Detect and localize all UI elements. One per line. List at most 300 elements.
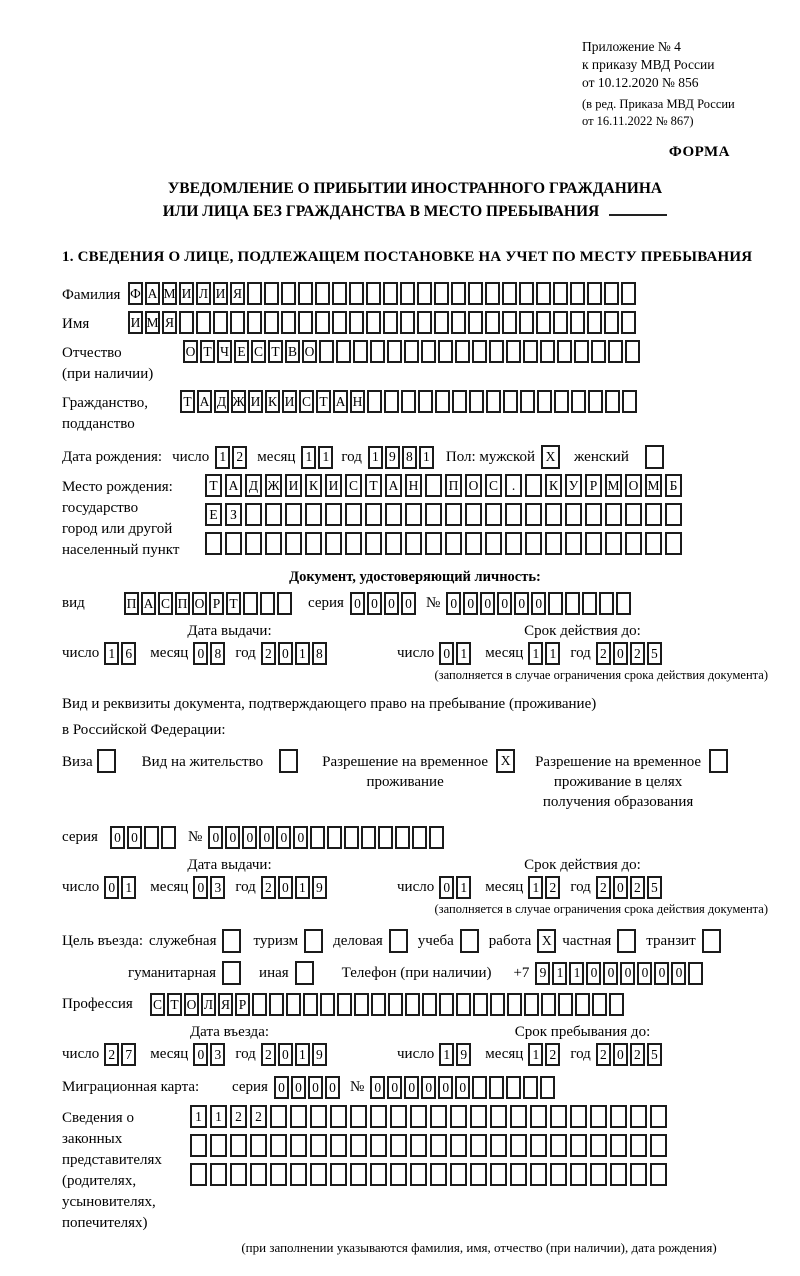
char-box[interactable] xyxy=(553,282,568,305)
char-box[interactable]: М xyxy=(145,311,160,334)
char-box[interactable] xyxy=(365,532,382,555)
char-box[interactable] xyxy=(336,340,351,363)
char-box[interactable] xyxy=(344,826,359,849)
char-box[interactable] xyxy=(330,1105,347,1128)
char-box[interactable] xyxy=(400,282,415,305)
char-box[interactable] xyxy=(489,1076,504,1099)
char-box[interactable] xyxy=(590,1134,607,1157)
char-box[interactable] xyxy=(303,993,318,1016)
title-blank-line[interactable] xyxy=(609,202,667,216)
char-box[interactable]: К xyxy=(545,474,562,497)
char-box[interactable]: 0 xyxy=(620,962,635,985)
char-box[interactable] xyxy=(270,1105,287,1128)
char-box[interactable]: Т xyxy=(167,993,182,1016)
char-box[interactable] xyxy=(388,993,403,1016)
char-box[interactable]: 0 xyxy=(242,826,257,849)
char-box[interactable]: 0 xyxy=(439,876,454,899)
char-box[interactable] xyxy=(506,340,521,363)
char-box[interactable] xyxy=(345,532,362,555)
char-box[interactable] xyxy=(470,1163,487,1186)
char-box[interactable] xyxy=(265,532,282,555)
char-box[interactable] xyxy=(545,503,562,526)
char-box[interactable] xyxy=(525,474,542,497)
char-box[interactable] xyxy=(445,532,462,555)
char-box[interactable] xyxy=(210,1134,227,1157)
char-box[interactable]: 1 xyxy=(528,1043,543,1066)
char-box[interactable] xyxy=(190,1134,207,1157)
char-box[interactable] xyxy=(472,340,487,363)
char-box[interactable] xyxy=(385,503,402,526)
char-box[interactable] xyxy=(332,311,347,334)
char-box[interactable] xyxy=(430,1163,447,1186)
char-box[interactable] xyxy=(390,1163,407,1186)
char-box[interactable]: А xyxy=(145,282,160,305)
char-box[interactable]: 1 xyxy=(295,642,310,665)
char-box[interactable] xyxy=(412,826,427,849)
purpose-opt6-checkbox[interactable] xyxy=(617,929,636,953)
char-box[interactable]: 0 xyxy=(387,1076,402,1099)
char-box[interactable] xyxy=(325,503,342,526)
char-box[interactable]: Д xyxy=(214,390,229,413)
char-box[interactable]: 0 xyxy=(603,962,618,985)
char-box[interactable]: 1 xyxy=(528,876,543,899)
char-box[interactable] xyxy=(370,340,385,363)
char-box[interactable] xyxy=(530,1163,547,1186)
char-box[interactable]: 0 xyxy=(276,826,291,849)
char-box[interactable] xyxy=(285,503,302,526)
char-box[interactable] xyxy=(590,1105,607,1128)
char-box[interactable]: А xyxy=(333,390,348,413)
char-box[interactable]: А xyxy=(197,390,212,413)
char-box[interactable]: Н xyxy=(350,390,365,413)
char-box[interactable] xyxy=(305,532,322,555)
char-box[interactable]: 5 xyxy=(647,642,662,665)
char-box[interactable] xyxy=(553,311,568,334)
char-box[interactable]: И xyxy=(285,474,302,497)
char-box[interactable] xyxy=(349,282,364,305)
char-box[interactable]: 2 xyxy=(596,642,611,665)
char-box[interactable]: 8 xyxy=(210,642,225,665)
char-box[interactable] xyxy=(385,532,402,555)
char-box[interactable] xyxy=(558,993,573,1016)
char-box[interactable] xyxy=(506,1076,521,1099)
char-box[interactable] xyxy=(285,532,302,555)
char-box[interactable]: П xyxy=(445,474,462,497)
char-box[interactable]: 1 xyxy=(545,642,560,665)
char-box[interactable] xyxy=(525,503,542,526)
char-box[interactable]: 1 xyxy=(295,1043,310,1066)
char-box[interactable]: Я xyxy=(218,993,233,1016)
char-box[interactable] xyxy=(410,1105,427,1128)
char-box[interactable] xyxy=(367,390,382,413)
char-box[interactable] xyxy=(270,1134,287,1157)
char-box[interactable]: 0 xyxy=(278,642,293,665)
char-box[interactable] xyxy=(144,826,159,849)
char-box[interactable] xyxy=(587,282,602,305)
char-box[interactable]: 2 xyxy=(545,876,560,899)
char-box[interactable]: 8 xyxy=(402,446,417,469)
char-box[interactable] xyxy=(450,1134,467,1157)
char-box[interactable]: 1 xyxy=(295,876,310,899)
char-box[interactable] xyxy=(503,390,518,413)
char-box[interactable]: 0 xyxy=(308,1076,323,1099)
sex-male-checkbox[interactable]: X xyxy=(541,445,560,469)
char-box[interactable] xyxy=(247,282,262,305)
sex-female-checkbox[interactable] xyxy=(645,445,664,469)
char-box[interactable] xyxy=(361,826,376,849)
char-box[interactable] xyxy=(650,1105,667,1128)
char-box[interactable] xyxy=(557,340,572,363)
char-box[interactable] xyxy=(350,1163,367,1186)
char-box[interactable] xyxy=(490,1134,507,1157)
char-box[interactable] xyxy=(425,503,442,526)
char-box[interactable]: 2 xyxy=(630,1043,645,1066)
char-box[interactable] xyxy=(536,282,551,305)
char-box[interactable]: М xyxy=(162,282,177,305)
char-box[interactable] xyxy=(540,1076,555,1099)
char-box[interactable] xyxy=(630,1105,647,1128)
purpose-opt1-checkbox[interactable] xyxy=(222,929,241,953)
char-box[interactable]: С xyxy=(251,340,266,363)
char-box[interactable] xyxy=(418,390,433,413)
char-box[interactable]: 5 xyxy=(647,1043,662,1066)
char-box[interactable] xyxy=(370,1134,387,1157)
char-box[interactable]: 0 xyxy=(127,826,142,849)
char-box[interactable]: Т xyxy=(316,390,331,413)
char-box[interactable]: А xyxy=(225,474,242,497)
char-box[interactable]: 0 xyxy=(654,962,669,985)
char-box[interactable] xyxy=(472,1076,487,1099)
char-box[interactable] xyxy=(450,1105,467,1128)
char-box[interactable]: Н xyxy=(405,474,422,497)
char-box[interactable] xyxy=(468,311,483,334)
char-box[interactable]: Я xyxy=(162,311,177,334)
char-box[interactable]: 1 xyxy=(368,446,383,469)
char-box[interactable]: 2 xyxy=(230,1105,247,1128)
char-box[interactable] xyxy=(545,532,562,555)
char-box[interactable] xyxy=(264,282,279,305)
char-box[interactable] xyxy=(332,282,347,305)
char-box[interactable]: К xyxy=(305,474,322,497)
char-box[interactable]: 0 xyxy=(613,876,628,899)
char-box[interactable] xyxy=(290,1163,307,1186)
char-box[interactable]: 2 xyxy=(596,876,611,899)
char-box[interactable] xyxy=(305,503,322,526)
char-box[interactable] xyxy=(610,1163,627,1186)
char-box[interactable]: С xyxy=(150,993,165,1016)
char-box[interactable] xyxy=(610,1105,627,1128)
char-box[interactable]: Ж xyxy=(265,474,282,497)
char-box[interactable]: 2 xyxy=(232,446,247,469)
char-box[interactable]: 2 xyxy=(261,876,276,899)
char-box[interactable] xyxy=(230,1134,247,1157)
visa-checkbox[interactable] xyxy=(97,749,116,773)
char-box[interactable] xyxy=(465,532,482,555)
char-box[interactable] xyxy=(541,993,556,1016)
char-box[interactable] xyxy=(469,390,484,413)
char-box[interactable] xyxy=(625,532,642,555)
char-box[interactable] xyxy=(610,1134,627,1157)
char-box[interactable] xyxy=(450,1163,467,1186)
char-box[interactable] xyxy=(260,592,275,615)
char-box[interactable]: 0 xyxy=(208,826,223,849)
char-box[interactable]: О xyxy=(184,993,199,1016)
char-box[interactable] xyxy=(486,390,501,413)
char-box[interactable]: Т xyxy=(200,340,215,363)
char-box[interactable] xyxy=(630,1163,647,1186)
char-box[interactable] xyxy=(590,1163,607,1186)
char-box[interactable]: О xyxy=(465,474,482,497)
char-box[interactable]: 0 xyxy=(350,592,365,615)
char-box[interactable] xyxy=(371,993,386,1016)
char-box[interactable]: 0 xyxy=(278,1043,293,1066)
char-box[interactable] xyxy=(599,592,614,615)
char-box[interactable] xyxy=(425,532,442,555)
char-box[interactable] xyxy=(565,532,582,555)
char-box[interactable]: Р xyxy=(235,993,250,1016)
char-box[interactable]: Т xyxy=(226,592,241,615)
char-box[interactable] xyxy=(490,993,505,1016)
char-box[interactable]: 9 xyxy=(312,1043,327,1066)
char-box[interactable]: 2 xyxy=(596,1043,611,1066)
char-box[interactable]: Б xyxy=(665,474,682,497)
char-box[interactable]: 3 xyxy=(210,1043,225,1066)
char-box[interactable]: И xyxy=(213,282,228,305)
char-box[interactable]: 0 xyxy=(404,1076,419,1099)
char-box[interactable]: И xyxy=(248,390,263,413)
char-box[interactable]: 9 xyxy=(312,876,327,899)
char-box[interactable]: 0 xyxy=(446,592,461,615)
char-box[interactable]: 0 xyxy=(278,876,293,899)
char-box[interactable] xyxy=(490,1105,507,1128)
char-box[interactable] xyxy=(298,311,313,334)
char-box[interactable] xyxy=(537,390,552,413)
char-box[interactable] xyxy=(470,1105,487,1128)
char-box[interactable]: . xyxy=(505,474,522,497)
char-box[interactable]: А xyxy=(385,474,402,497)
char-box[interactable] xyxy=(592,993,607,1016)
char-box[interactable] xyxy=(625,503,642,526)
char-box[interactable] xyxy=(325,532,342,555)
purpose-opt7-checkbox[interactable] xyxy=(702,929,721,953)
char-box[interactable] xyxy=(264,311,279,334)
char-box[interactable] xyxy=(196,311,211,334)
char-box[interactable] xyxy=(434,282,449,305)
char-box[interactable] xyxy=(281,282,296,305)
char-box[interactable] xyxy=(588,390,603,413)
char-box[interactable] xyxy=(225,532,242,555)
char-box[interactable]: 0 xyxy=(531,592,546,615)
char-box[interactable]: И xyxy=(179,282,194,305)
char-box[interactable] xyxy=(405,503,422,526)
char-box[interactable] xyxy=(645,503,662,526)
char-box[interactable]: 2 xyxy=(261,642,276,665)
char-box[interactable] xyxy=(245,503,262,526)
char-box[interactable]: 0 xyxy=(291,1076,306,1099)
char-box[interactable] xyxy=(465,503,482,526)
char-box[interactable] xyxy=(524,993,539,1016)
char-box[interactable] xyxy=(310,1134,327,1157)
char-box[interactable]: Е xyxy=(205,503,222,526)
char-box[interactable] xyxy=(353,340,368,363)
char-box[interactable]: 1 xyxy=(121,876,136,899)
char-box[interactable]: 1 xyxy=(215,446,230,469)
char-box[interactable]: Т xyxy=(268,340,283,363)
char-box[interactable] xyxy=(530,1105,547,1128)
char-box[interactable]: 2 xyxy=(630,642,645,665)
char-box[interactable]: 0 xyxy=(193,1043,208,1066)
char-box[interactable]: Ч xyxy=(217,340,232,363)
char-box[interactable] xyxy=(250,1163,267,1186)
char-box[interactable] xyxy=(485,503,502,526)
char-box[interactable]: Т xyxy=(205,474,222,497)
char-box[interactable]: 0 xyxy=(637,962,652,985)
char-box[interactable]: 0 xyxy=(514,592,529,615)
char-box[interactable] xyxy=(604,282,619,305)
char-box[interactable] xyxy=(434,311,449,334)
char-box[interactable] xyxy=(550,1105,567,1128)
char-box[interactable] xyxy=(404,340,419,363)
char-box[interactable]: Р xyxy=(585,474,602,497)
char-box[interactable] xyxy=(320,993,335,1016)
char-box[interactable]: 0 xyxy=(613,642,628,665)
char-box[interactable] xyxy=(345,503,362,526)
char-box[interactable] xyxy=(383,311,398,334)
char-box[interactable]: 1 xyxy=(318,446,333,469)
char-box[interactable]: 2 xyxy=(104,1043,119,1066)
char-box[interactable] xyxy=(605,390,620,413)
char-box[interactable]: М xyxy=(605,474,622,497)
char-box[interactable] xyxy=(405,993,420,1016)
char-box[interactable] xyxy=(605,503,622,526)
char-box[interactable] xyxy=(310,826,325,849)
char-box[interactable]: П xyxy=(175,592,190,615)
char-box[interactable]: Ф xyxy=(128,282,143,305)
char-box[interactable]: 7 xyxy=(121,1043,136,1066)
char-box[interactable]: 0 xyxy=(225,826,240,849)
char-box[interactable] xyxy=(213,311,228,334)
char-box[interactable] xyxy=(502,282,517,305)
char-box[interactable] xyxy=(350,1134,367,1157)
char-box[interactable] xyxy=(245,532,262,555)
edu-residence-checkbox[interactable] xyxy=(709,749,728,773)
char-box[interactable]: 0 xyxy=(480,592,495,615)
char-box[interactable] xyxy=(548,592,563,615)
char-box[interactable] xyxy=(435,390,450,413)
char-box[interactable] xyxy=(384,390,399,413)
char-box[interactable] xyxy=(510,1134,527,1157)
char-box[interactable] xyxy=(530,1134,547,1157)
char-box[interactable] xyxy=(370,1163,387,1186)
char-box[interactable] xyxy=(429,826,444,849)
char-box[interactable] xyxy=(650,1163,667,1186)
char-box[interactable] xyxy=(417,311,432,334)
char-box[interactable] xyxy=(277,592,292,615)
char-box[interactable] xyxy=(550,1163,567,1186)
char-box[interactable]: Л xyxy=(201,993,216,1016)
char-box[interactable] xyxy=(430,1105,447,1128)
char-box[interactable]: 0 xyxy=(370,1076,385,1099)
char-box[interactable]: 0 xyxy=(259,826,274,849)
char-box[interactable]: О xyxy=(302,340,317,363)
char-box[interactable] xyxy=(585,503,602,526)
char-box[interactable]: 1 xyxy=(439,1043,454,1066)
char-box[interactable]: 0 xyxy=(439,642,454,665)
char-box[interactable] xyxy=(365,503,382,526)
char-box[interactable]: О xyxy=(192,592,207,615)
char-box[interactable]: С xyxy=(299,390,314,413)
char-box[interactable] xyxy=(485,311,500,334)
char-box[interactable]: И xyxy=(128,311,143,334)
residence-permit-checkbox[interactable] xyxy=(279,749,298,773)
char-box[interactable]: 3 xyxy=(210,876,225,899)
char-box[interactable] xyxy=(387,340,402,363)
char-box[interactable] xyxy=(650,1134,667,1157)
char-box[interactable] xyxy=(523,340,538,363)
char-box[interactable]: 2 xyxy=(545,1043,560,1066)
char-box[interactable]: С xyxy=(485,474,502,497)
char-box[interactable]: 0 xyxy=(193,642,208,665)
char-box[interactable] xyxy=(621,282,636,305)
char-box[interactable]: 0 xyxy=(613,1043,628,1066)
char-box[interactable] xyxy=(281,311,296,334)
char-box[interactable] xyxy=(230,311,245,334)
char-box[interactable] xyxy=(625,340,640,363)
char-box[interactable] xyxy=(205,532,222,555)
char-box[interactable] xyxy=(520,390,535,413)
char-box[interactable] xyxy=(286,993,301,1016)
char-box[interactable] xyxy=(390,1105,407,1128)
char-box[interactable] xyxy=(452,390,467,413)
char-box[interactable] xyxy=(327,826,342,849)
char-box[interactable]: 0 xyxy=(193,876,208,899)
char-box[interactable]: И xyxy=(325,474,342,497)
char-box[interactable]: И xyxy=(282,390,297,413)
char-box[interactable] xyxy=(523,1076,538,1099)
char-box[interactable] xyxy=(370,1105,387,1128)
char-box[interactable]: Т xyxy=(365,474,382,497)
char-box[interactable]: 0 xyxy=(384,592,399,615)
char-box[interactable] xyxy=(630,1134,647,1157)
char-box[interactable] xyxy=(510,1163,527,1186)
char-box[interactable] xyxy=(250,1134,267,1157)
char-box[interactable]: 0 xyxy=(274,1076,289,1099)
char-box[interactable]: О xyxy=(183,340,198,363)
char-box[interactable]: А xyxy=(141,592,156,615)
temp-residence-checkbox[interactable]: X xyxy=(496,749,515,773)
char-box[interactable] xyxy=(330,1163,347,1186)
char-box[interactable] xyxy=(190,1163,207,1186)
char-box[interactable] xyxy=(665,503,682,526)
char-box[interactable]: К xyxy=(265,390,280,413)
char-box[interactable] xyxy=(290,1105,307,1128)
char-box[interactable] xyxy=(310,1163,327,1186)
char-box[interactable] xyxy=(585,532,602,555)
char-box[interactable]: 8 xyxy=(312,642,327,665)
char-box[interactable] xyxy=(270,1163,287,1186)
char-box[interactable]: 0 xyxy=(401,592,416,615)
char-box[interactable] xyxy=(310,1105,327,1128)
char-box[interactable] xyxy=(510,1105,527,1128)
char-box[interactable] xyxy=(430,1134,447,1157)
char-box[interactable] xyxy=(315,282,330,305)
char-box[interactable]: 0 xyxy=(325,1076,340,1099)
char-box[interactable] xyxy=(609,993,624,1016)
char-box[interactable]: 1 xyxy=(552,962,567,985)
char-box[interactable]: 1 xyxy=(456,642,471,665)
char-box[interactable] xyxy=(350,1105,367,1128)
char-box[interactable] xyxy=(395,826,410,849)
